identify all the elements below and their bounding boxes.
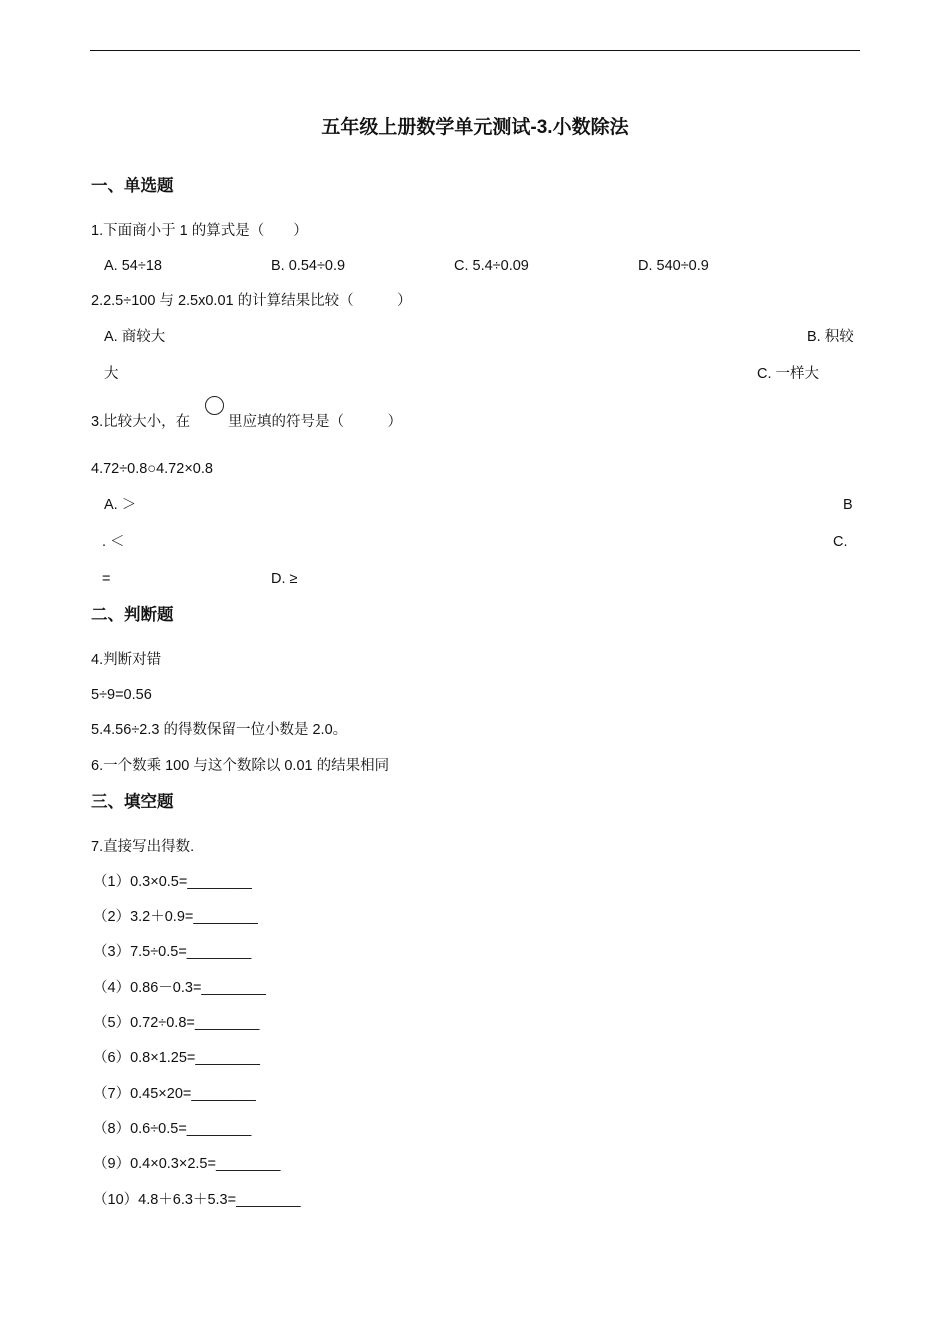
question-3-option-c-continued: = xyxy=(102,571,111,587)
question-4-stem: 4.判断对错 xyxy=(91,652,162,668)
question-7-item: （9）0.4×0.3×2.5=________ xyxy=(93,1156,281,1172)
question-2-option-c: C. 一样大 xyxy=(757,366,820,382)
question-3-stem-after: 里应填的符号是（ ） xyxy=(228,414,402,430)
question-7-item: （5）0.72÷0.8=________ xyxy=(93,1015,260,1031)
question-2-option-b-continued: 大 xyxy=(104,366,119,382)
question-1-stem: 1.下面商小于 1 的算式是（ ） xyxy=(91,223,308,239)
question-5-stem: 5.4.56÷2.3 的得数保留一位小数是 2.0。 xyxy=(91,722,348,738)
question-3-expression: 4.72÷0.8○4.72×0.8 xyxy=(91,461,213,477)
question-2-option-a: A. 商较大 xyxy=(104,329,166,345)
question-3-option-c: C. xyxy=(833,534,848,550)
page-title: 五年级上册数学单元测试-3.小数除法 xyxy=(321,117,629,138)
question-4-expression: 5÷9=0.56 xyxy=(91,687,152,703)
section-heading-single-choice: 一、单选题 xyxy=(91,177,174,195)
section-heading-true-false: 二、判断题 xyxy=(91,606,174,624)
question-1-option-a: A. 54÷18 xyxy=(104,258,162,274)
question-2-option-b: B. 积较 xyxy=(807,329,854,345)
question-7-stem: 7.直接写出得数. xyxy=(91,839,195,855)
question-3-option-b-continued: . ＜ xyxy=(102,534,125,550)
header-rule xyxy=(90,50,860,51)
question-7-item: （8）0.6÷0.5=________ xyxy=(93,1121,252,1137)
question-7-item: （6）0.8×1.25=________ xyxy=(93,1050,260,1066)
question-7-item: （3）7.5÷0.5=________ xyxy=(93,944,252,960)
section-heading-fill-blank: 三、填空题 xyxy=(91,793,174,811)
question-3-option-b: B xyxy=(843,497,853,513)
question-7-item: （2）3.2＋0.9=________ xyxy=(93,909,258,925)
circle-blank-icon xyxy=(205,396,224,415)
question-1-option-b: B. 0.54÷0.9 xyxy=(271,258,346,274)
question-7-item: （7）0.45×20=________ xyxy=(93,1086,256,1102)
question-7-item: （4）0.86－0.3=________ xyxy=(93,980,266,996)
question-7-item: （1）0.3×0.5=________ xyxy=(93,874,252,890)
question-2-stem: 2.2.5÷100 与 2.5x0.01 的计算结果比较（ ） xyxy=(91,293,412,309)
question-1-option-d: D. 540÷0.9 xyxy=(638,258,709,274)
question-3-stem-before: 3.比较大小，在 xyxy=(91,414,191,430)
question-3-option-d: D. ≥ xyxy=(271,571,298,587)
question-3-option-a: A. ＞ xyxy=(104,497,137,513)
question-6-stem: 6.一个数乘 100 与这个数除以 0.01 的结果相同 xyxy=(91,758,390,774)
question-1-option-c: C. 5.4÷0.09 xyxy=(454,258,529,274)
question-7-item: （10）4.8＋6.3＋5.3=________ xyxy=(93,1192,301,1208)
